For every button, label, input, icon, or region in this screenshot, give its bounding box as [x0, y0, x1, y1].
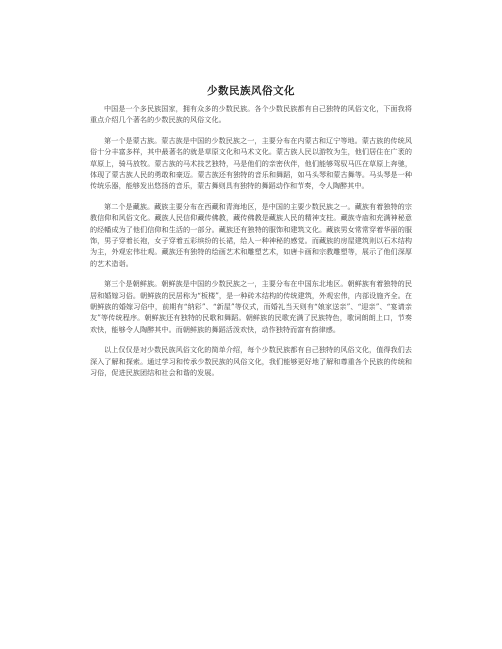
- paragraph-mongolian: 第一个是蒙古族。蒙古族是中国的少数民族之一，主要分布在内蒙古和辽宁等地。蒙古族的传统风俗十分丰富多样，其中最著名的就是草原文化和马术文化。蒙古族人民以游牧为生，他们居住在广袤的草原上，骑马放牧。蒙古族的马术技艺独特，马是他们的亲密伙伴，他们能够驾驭马匹在草原上奔驰，体现了蒙古族人民的勇敢和豪迈。蒙古族还有独特的音乐和舞蹈，如马头琴和蒙古舞等。马头琴是一种传统乐器，能够发出悠扬的音乐，蒙古舞则具有独特的舞蹈动作和节奏，令人陶醉其中。: [90, 136, 412, 191]
- document-title: 少数民族风俗文化: [207, 85, 295, 97]
- paragraph-tibetan: 第二个是藏族。藏族主要分布在西藏和青海地区，是中国的主要少数民族之一。藏族有着独特的宗教信仰和风俗文化。藏族人民信仰藏传佛教，藏传佛教是藏族人民的精神支柱。藏族寺庙和充满神秘意的经幡成为了他们信仰和生活的一部分。藏族还有独特的服饰和建筑文化。藏族男女常常穿着华丽的服饰，男子穿着长袍，女子穿着五彩缤纷的长裙，给人一种神秘的感觉。而藏族的房屋建筑则以石木结构为主，外观宏伟壮观。藏族还有独特的绘画艺术和雕塑艺术，如唐卡画和宗教雕塑等，展示了他们深厚的艺术造诣。: [90, 202, 412, 268]
- document-body: [90, 103, 412, 388]
- paragraph-intro: 中国是一个多民族国家，拥有众多的少数民族。各个少数民族都有自己独特的风俗文化，下面我将重点介绍几个著名的少数民族的风俗文化。: [90, 104, 412, 125]
- paragraph-conclusion: 以上仅仅是对少数民族风俗文化的简单介绍，每个少数民族都有自己独特的风俗文化，值得我们去深入了解和探索。通过学习和传承少数民族的风俗文化，我们能够更好地了解和尊重各个民族的传统和习俗，促进民族团结和社会和谐的发展。: [90, 345, 412, 377]
- paragraph-korean: 第三个是朝鲜族。朝鲜族是中国的少数民族之一，主要分布在中国东北地区。朝鲜族有着独特的民居和婚嫁习俗。朝鲜族的民居称为“板楼”，是一种砖木结构的传统建筑，外观宏伟，内部设施齐全。在朝鲜族的婚嫁习俗中，前期有“纳彩”、“新屋”等仪式，而婚礼当天则有“娘家送亲”、“迎亲”、“宴请亲友”等传统程序。朝鲜族还有独特的民歌和舞蹈。朝鲜族的民歌充满了民族特色，歌词朗朗上口，节奏欢快，能够令人陶醉其中。而朝鲜族的舞蹈活泼欢快，动作独特而富有韵律感。: [90, 279, 412, 334]
